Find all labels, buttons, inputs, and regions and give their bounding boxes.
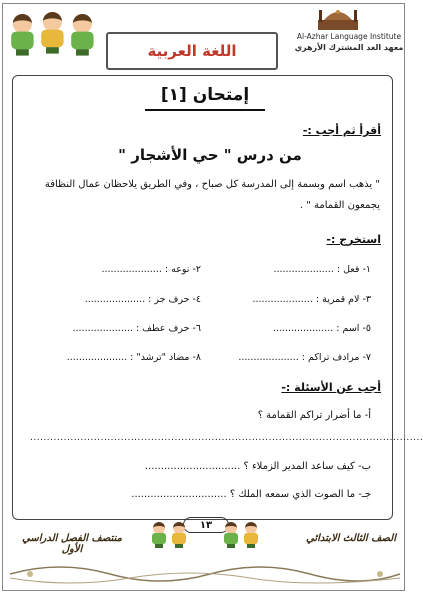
- extract-label: ٦- حرف عطف :: [135, 323, 201, 334]
- extract-label: ١- فعل :: [336, 264, 371, 275]
- question-b-text: ب- كيف ساعد المدير الزملاء ؟: [243, 461, 371, 472]
- extract-item: [73, 323, 202, 334]
- footer-grade: الصف الثالث الابتدائي: [306, 533, 396, 544]
- answer-blank[interactable]: ..............................: [131, 489, 227, 500]
- answer-blank[interactable]: ..............................: [144, 461, 241, 472]
- extract-item: [273, 323, 371, 334]
- question-a: أ- ما أضرار تراكم القمامة ؟: [257, 410, 371, 421]
- passage-text: " يذهب اسم وبسمة إلى المدرسة كل صباح ، وفي الطريق يلاحظان عمال النظافة يجمعون القمامة " .: [44, 179, 380, 211]
- subject-title: اللغة العربية: [147, 42, 237, 60]
- extract-label: ٤- حرف جر :: [148, 294, 201, 305]
- page-number: ١٣: [199, 519, 213, 531]
- answer-blank[interactable]: ....................: [252, 294, 313, 305]
- question-b: [145, 461, 371, 472]
- mosque-icon: [316, 6, 360, 32]
- extract-item: [252, 294, 371, 305]
- kid-icon: [150, 522, 168, 548]
- kid-icon: [242, 522, 260, 548]
- kid-icon: [68, 14, 97, 56]
- answer-blank[interactable]: ....................: [72, 323, 133, 334]
- institute-logo: [288, 6, 410, 66]
- logo-arabic-text: معهد الغد المشترك الأزهري: [294, 43, 404, 52]
- exam-title-underline: [145, 109, 265, 111]
- kid-icon: [222, 522, 240, 548]
- subject-title-box: [106, 32, 278, 70]
- extract-label: ٥- اسم :: [336, 323, 371, 334]
- extract-item: [101, 264, 201, 275]
- extract-label: ٢- نوعه :: [164, 264, 201, 275]
- answer-blank[interactable]: ....................: [66, 352, 128, 363]
- extract-label: ٨- مضاد "ترشد" :: [130, 352, 201, 363]
- kids-illustration-top: [4, 4, 104, 66]
- extract-item: [85, 294, 201, 305]
- answer-blank[interactable]: ....................: [272, 323, 334, 334]
- kid-icon: [38, 12, 67, 54]
- decorative-swirl: [10, 560, 400, 588]
- answer-blank[interactable]: ....................: [84, 294, 146, 305]
- kids-illustration-bottom: [150, 520, 260, 550]
- extract-label: ٧- مرادف تراكم :: [301, 352, 371, 363]
- q1-heading: أقرأ ثم أجب :-: [302, 124, 381, 137]
- kid-icon: [8, 14, 37, 56]
- q3-heading: أجب عن الأسئلة :-: [281, 381, 381, 394]
- answer-blank[interactable]: ....................: [273, 264, 334, 275]
- extract-item: [273, 264, 371, 275]
- question-c: [131, 489, 371, 500]
- logo-english-text: Al-Azhar Language Institute: [296, 32, 402, 41]
- question-c-text: جـ- ما الصوت الذي سمعه الملك ؟: [229, 489, 371, 500]
- extract-item: [67, 352, 201, 363]
- footer-term: منتصف الفصل الدراسي الأول: [22, 533, 122, 555]
- kid-icon: [170, 522, 188, 548]
- lesson-title: من درس " حي الأشجار ": [118, 146, 302, 164]
- extract-label: ٣- لام قمرية :: [315, 294, 371, 305]
- answer-blank[interactable]: ....................: [238, 352, 299, 363]
- answer-blank[interactable]: ....................: [101, 264, 162, 275]
- answer-line[interactable]: .....................................................................................................................: [30, 433, 423, 443]
- q2-heading: استخرج :-: [326, 233, 381, 246]
- exam-title: إمتحان [١]: [160, 85, 250, 105]
- extract-item: [238, 352, 371, 363]
